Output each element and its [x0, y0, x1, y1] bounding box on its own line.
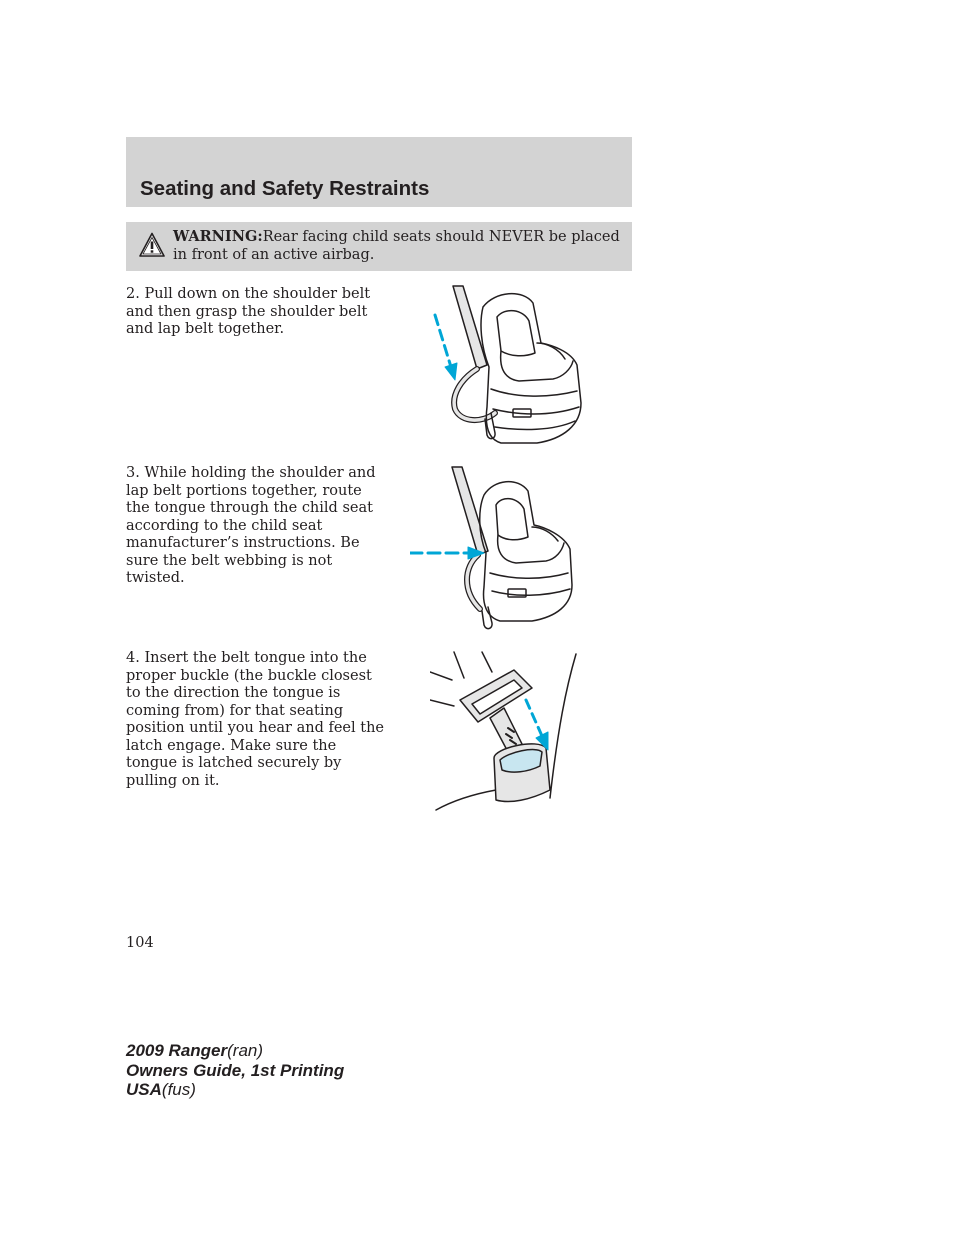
section-header: [126, 137, 632, 207]
page-number: 104: [126, 935, 154, 951]
step-3-text: 3. While holding the shoulder and lap belt portions together, route the tongue through the child seat according to the child seat manufacturer’s instructions. Be sure the belt webbing is not twisted.: [126, 465, 376, 586]
footer-guide: Owners Guide, 1st Printing: [126, 1060, 345, 1080]
footer-market: USA: [126, 1080, 162, 1099]
document-footer: [126, 1041, 344, 1100]
warning-body: Rear facing child seats should NEVER be placed in front of an active airbag.: [173, 229, 620, 263]
step-4-text: 4. Insert the belt tongue into the proper buckle (the buckle closest to the direction the tongue is coming from) for that seating position until you hear and feel the latch engage. Make sure the tongue is latched securely by pulling on it.: [126, 650, 384, 789]
footer-model-code: (ran): [227, 1041, 264, 1060]
warning-box: [126, 222, 632, 271]
warning-triangle-icon: [139, 232, 165, 258]
buckle-illustration: [430, 648, 590, 818]
warning-label: WARNING:: [173, 228, 263, 245]
child-seat-illustration-route-belt: [410, 463, 590, 635]
section-title: Seating and Safety Restraints: [140, 177, 430, 200]
child-seat-illustration-pull-belt: [425, 283, 590, 453]
step-2-text: 2. Pull down on the shoulder belt and then grasp the shoulder belt and lap belt together.: [126, 286, 371, 337]
footer-market-code: (fus): [161, 1080, 196, 1099]
footer-model: 2009 Ranger: [126, 1041, 228, 1060]
warning-text: [173, 228, 621, 264]
